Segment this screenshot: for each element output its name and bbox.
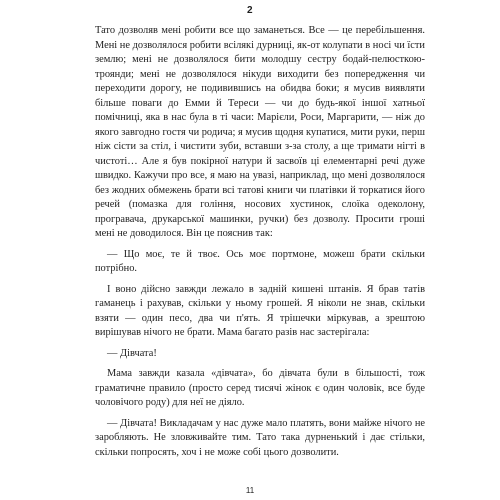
page-number: 11	[245, 486, 255, 495]
paragraph-1: Тато дозволяв мені робити все що заманеться. Все — це перебільшення. Мені не дозволялося робити всілякі дурниці, як-от колупати в носі чи їсти землю; мені не дозволялося бити молодшу сестру бодай-пелюсткою-троянди; мені не дозволялося нікуди виходити без попередження чи переходити дорогу, не подивившись на обидва боки; я мусив виявляти більше поваги до Емми й Тереси — чи до будь-якої іншої хатньої помічниці, яка в нас була в ті часи: Марієли, Роси, Маргарити, — ніж до якого завгодно гостя чи родича; я мусив щодня купатися, мити руки, перш ніж сісти за стіл, і чистити зуби, вставши з-за столу, а ще тримати нігті в чистоті… Але я був покірної натури й засвоїв ці елементарні речі дуже швидко. Кажучи про все, я маю на увазі, наприклад, що мені дозволялося без жодних обмежень брати всі татові книги чи платівки й торкатися його речей (помазка для гоління, носових хустинок, слоїка одеколону, програвача, друкарської машинки, ручки) без дозволу. Просити гроші мені не доводилося. Він це пояснив так:	[95, 25, 425, 239]
paragraph-2: — Що моє, те й твоє. Ось моє портмоне, можеш брати скільки потрібно.	[95, 248, 425, 274]
paragraph-5: Мама завжди казала «дівчата», бо дівчата були в більшості, тож граматичне правило (просто серед тисячі жінок є один чоловік, все буде чоловічого роду) для неї не діяло.	[95, 368, 425, 408]
paragraph-3: І воно дійсно завжди лежало в задній кишені штанів. Я брав татів гаманець і рахував, скільки у ньому грошей. Я ніколи не знав, скільки взяти — один песо, два чи п'ять. Я трішечки міркував, а зрештою вирішував нічого не брати. Мама багато разів нас застерігала:	[95, 283, 425, 338]
body-text	[95, 24, 425, 466]
paragraph-4: — Дівчата!	[107, 347, 157, 359]
paragraph-6: — Дівчата! Викладачам у нас дуже мало платять, вони майже нічого не заробляють. Не зловживайте тим. Тато така дурненький і дає стільки, скільки попросять, хоч і не може собі цього дозволити.	[95, 417, 425, 458]
chapter-number: 2	[246, 5, 254, 16]
